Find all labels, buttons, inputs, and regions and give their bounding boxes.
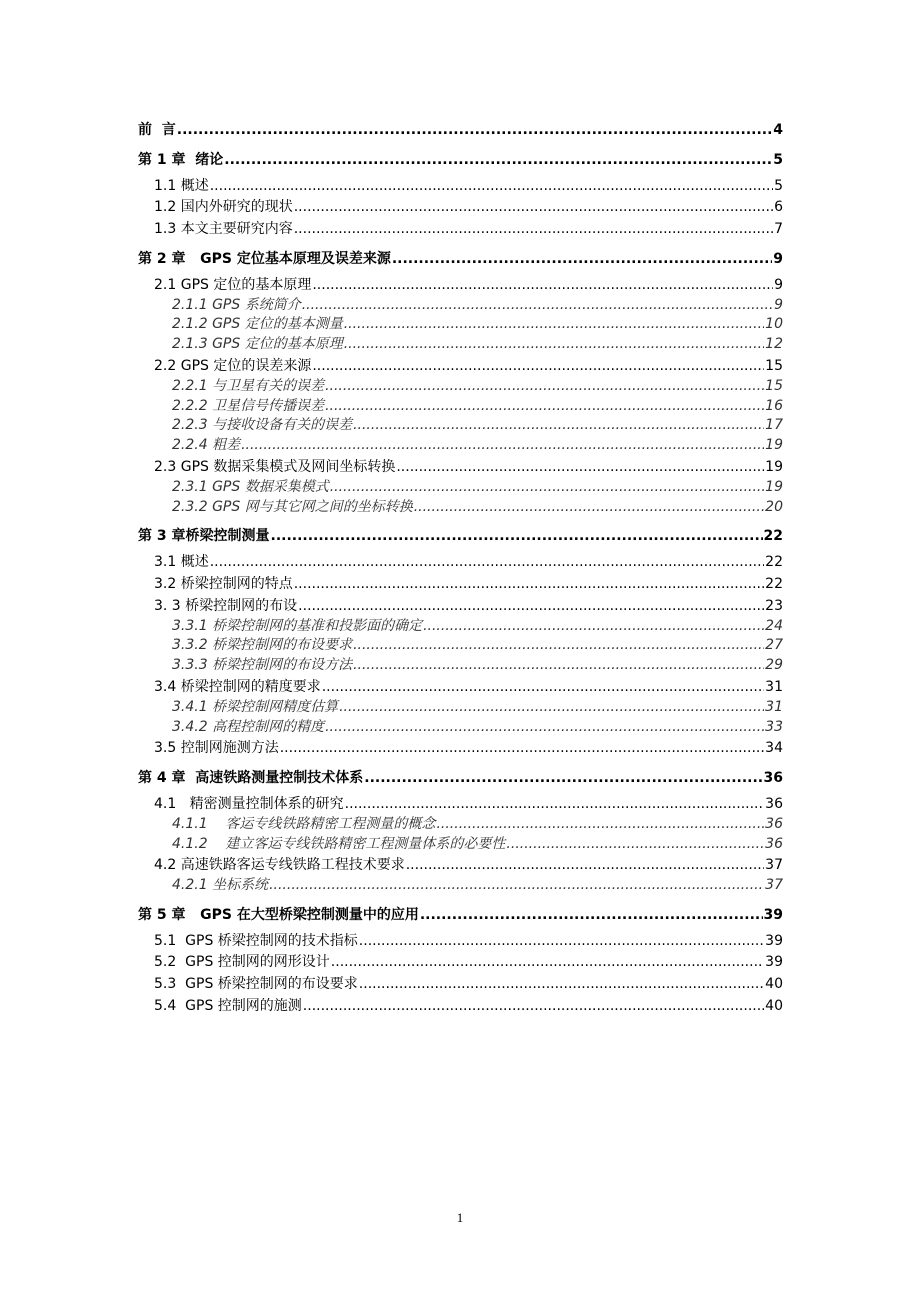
toc-entry-page: 10 (765, 316, 783, 333)
toc-entry-title: 3.4 桥梁控制网的精度要求 (154, 678, 321, 695)
toc-entry-title: 3.4.1 桥梁控制网精度估算 (172, 698, 339, 715)
toc-entry-title: 3.2 桥梁控制网的特点 (154, 575, 293, 592)
toc-entry-level-3[interactable] (138, 877, 783, 894)
toc-entry-page: 5 (773, 151, 783, 168)
toc-entry-level-3[interactable] (138, 637, 783, 654)
toc-entry-level-3[interactable] (138, 336, 783, 353)
toc-entry-page: 6 (774, 199, 783, 216)
toc-entry-title: 3.3.2 桥梁控制网的布设要求 (172, 637, 353, 654)
toc-entry-level-1[interactable] (138, 152, 783, 169)
page-number: 1 (456, 1210, 464, 1225)
toc-entry-level-3[interactable] (138, 316, 783, 333)
toc-entry-title: 2.3.1 GPS 数据采集模式 (172, 478, 329, 495)
toc-dot-leader (353, 657, 764, 674)
toc-entry-level-2[interactable] (138, 277, 783, 294)
toc-entry-level-3[interactable] (138, 657, 783, 674)
toc-dot-leader (506, 836, 764, 853)
toc-dot-leader (345, 796, 765, 813)
toc-dot-leader (353, 417, 764, 434)
toc-entry-page: 39 (763, 906, 783, 923)
toc-entry-page: 40 (765, 976, 783, 993)
toc-dot-leader (302, 297, 773, 314)
toc-dot-leader (436, 816, 764, 833)
toc-entry-page: 36 (763, 770, 783, 787)
toc-entry-page: 5 (774, 177, 783, 194)
toc-entry-level-1[interactable] (138, 251, 783, 268)
toc-dot-leader (339, 699, 764, 716)
toc-entry-page: 15 (765, 377, 783, 394)
toc-dot-leader (269, 877, 764, 894)
toc-entry-level-2[interactable] (138, 796, 783, 813)
toc-dot-leader (322, 679, 764, 696)
toc-entry-level-3[interactable] (138, 699, 783, 716)
toc-entry-title: 2.3 GPS 数据采集模式及网间坐标转换 (154, 458, 396, 475)
toc-entry-title: 5.2 GPS 控制网的网形设计 (154, 954, 330, 971)
toc-entry-level-2[interactable] (138, 740, 783, 757)
toc-dot-leader (294, 221, 773, 238)
toc-entry-level-3[interactable] (138, 437, 783, 454)
toc-entry-page: 31 (765, 698, 783, 715)
toc-dot-leader (294, 199, 773, 216)
toc-entry-level-3[interactable] (138, 499, 783, 516)
toc-entry-page: 19 (765, 478, 783, 495)
toc-entry-page: 33 (765, 718, 783, 735)
toc-dot-leader (177, 122, 773, 139)
toc-entry-title: 2.2.4 粗差 (172, 437, 241, 454)
toc-dot-leader (210, 554, 764, 571)
toc-entry-page: 27 (765, 637, 783, 654)
toc-entry-title: 3.3.1 桥梁控制网的基准和投影面的确定 (172, 617, 423, 634)
toc-entry-level-3[interactable] (138, 719, 783, 736)
toc-entry-page: 22 (765, 575, 783, 592)
toc-dot-leader (303, 998, 764, 1015)
toc-entry-level-2[interactable] (138, 358, 783, 375)
toc-entry-title: 4.1 精密测量控制体系的研究 (154, 795, 344, 812)
toc-entry-page: 37 (765, 857, 783, 874)
toc-entry-title: 3.1 概述 (154, 554, 209, 571)
toc-entry-page: 20 (765, 498, 783, 515)
toc-entry-page: 36 (765, 795, 783, 812)
toc-entry-level-3[interactable] (138, 398, 783, 415)
toc-entry-title: 2.2.1 与卫星有关的误差 (172, 377, 325, 394)
toc-entry-page: 7 (774, 221, 783, 238)
toc-entry-level-2[interactable] (138, 554, 783, 571)
toc-entry-title: 3.4.2 高程控制网的精度 (172, 718, 325, 735)
toc-entry-level-1[interactable] (138, 122, 783, 139)
toc-entry-level-3[interactable] (138, 479, 783, 496)
toc-entry-level-2[interactable] (138, 857, 783, 874)
toc-entry-level-1[interactable] (138, 907, 783, 924)
toc-entry-title: 前 言 (138, 122, 176, 138)
toc-entry-title: 1.2 国内外研究的现状 (154, 199, 293, 216)
toc-dot-leader (420, 907, 763, 924)
toc-entry-level-1[interactable] (138, 528, 783, 545)
toc-entry-title: 4.1.2 建立客运专线铁路精密工程测量体系的必要性 (172, 835, 506, 852)
toc-dot-leader (396, 459, 764, 476)
toc-entry-level-2[interactable] (138, 954, 783, 971)
toc-dot-leader (423, 618, 764, 635)
toc-entry-page: 24 (765, 617, 783, 634)
toc-dot-leader (224, 152, 772, 169)
toc-dot-leader (312, 358, 764, 375)
toc-dot-leader (364, 770, 762, 787)
toc-entry-level-2[interactable] (138, 576, 783, 593)
toc-entry-title: 5.1 GPS 桥梁控制网的技术指标 (154, 932, 358, 949)
toc-entry-title: 第 3 章桥梁控制测量 (138, 528, 270, 545)
toc-entry-level-2[interactable] (138, 459, 783, 476)
toc-entry-page: 36 (765, 815, 783, 832)
toc-dot-leader (312, 277, 773, 294)
toc-entry-page: 39 (765, 932, 783, 949)
toc-entry-page: 9 (773, 250, 783, 267)
toc-dot-leader (298, 598, 764, 615)
toc-dot-leader (280, 740, 764, 757)
toc-dot-leader (392, 251, 772, 268)
toc-entry-page: 22 (763, 528, 783, 545)
toc-entry-page: 4 (773, 122, 783, 138)
toc-entry-level-3[interactable] (138, 417, 783, 434)
toc-entry-title: 2.2.3 与接收设备有关的误差 (172, 417, 353, 434)
toc-entry-title: 第 1 章 绪论 (138, 151, 224, 168)
toc-dot-leader (331, 954, 764, 971)
toc-entry-page: 9 (774, 296, 783, 313)
toc-entry-title: 4.2 高速铁路客运专线铁路工程技术要求 (154, 857, 405, 874)
toc-entry-title: 5.4 GPS 控制网的施测 (154, 998, 302, 1015)
toc-entry-title: 2.2.2 卫星信号传播误差 (172, 397, 325, 414)
toc-entry-title: 4.1.1 客运专线铁路精密工程测量的概念 (172, 815, 436, 832)
toc-entry-title: 4.2.1 坐标系统 (172, 877, 269, 894)
toc-dot-leader (241, 437, 764, 454)
toc-entry-page: 36 (765, 835, 783, 852)
toc-entry-level-2[interactable] (138, 221, 783, 238)
toc-entry-title: 第 5 章 GPS 在大型桥梁控制测量中的应用 (138, 906, 419, 923)
toc-entry-level-2[interactable] (138, 998, 783, 1015)
table-of-contents (138, 122, 783, 1015)
toc-entry-title: 2.1.1 GPS 系统简介 (172, 296, 301, 313)
toc-entry-page: 16 (765, 397, 783, 414)
toc-dot-leader (353, 637, 764, 654)
toc-dot-leader (210, 178, 773, 195)
toc-entry-level-3[interactable] (138, 378, 783, 395)
toc-entry-title: 3.5 控制网施测方法 (154, 740, 279, 757)
toc-entry-level-2[interactable] (138, 199, 783, 216)
toc-entry-level-2[interactable] (138, 976, 783, 993)
toc-dot-leader (325, 378, 764, 395)
toc-entry-page: 15 (765, 357, 783, 374)
toc-entry-page: 19 (765, 458, 783, 475)
toc-entry-title: 5.3 GPS 桥梁控制网的布设要求 (154, 976, 358, 993)
toc-entry-level-2[interactable] (138, 933, 783, 950)
toc-entry-page: 31 (765, 678, 783, 695)
toc-entry-page: 39 (765, 954, 783, 971)
toc-dot-leader (294, 576, 764, 593)
toc-dot-leader (414, 499, 764, 516)
toc-entry-page: 17 (765, 417, 783, 434)
toc-dot-leader (330, 479, 764, 496)
toc-entry-page: 34 (765, 740, 783, 757)
toc-entry-title: 2.1.3 GPS 定位的基本原理 (172, 336, 343, 353)
toc-dot-leader (325, 719, 764, 736)
toc-dot-leader (344, 336, 764, 353)
toc-entry-level-2[interactable] (138, 178, 783, 195)
toc-entry-page: 19 (765, 437, 783, 454)
toc-entry-level-2[interactable] (138, 679, 783, 696)
toc-entry-level-2[interactable] (138, 598, 783, 615)
toc-entry-level-3[interactable] (138, 816, 783, 833)
toc-entry-level-1[interactable] (138, 770, 783, 787)
toc-entry-page: 22 (765, 554, 783, 571)
toc-entry-page: 23 (765, 597, 783, 614)
toc-entry-title: 第 2 章 GPS 定位基本原理及误差来源 (138, 250, 391, 267)
toc-dot-leader (271, 528, 763, 545)
toc-entry-title: 2.3.2 GPS 网与其它网之间的坐标转换 (172, 498, 413, 515)
toc-entry-title: 1.1 概述 (154, 177, 209, 194)
toc-entry-level-3[interactable] (138, 836, 783, 853)
toc-entry-page: 37 (765, 877, 783, 894)
toc-entry-page: 29 (765, 657, 783, 674)
toc-entry-page: 40 (765, 998, 783, 1015)
toc-entry-page: 9 (774, 276, 783, 293)
toc-entry-level-3[interactable] (138, 297, 783, 314)
toc-dot-leader (359, 976, 764, 993)
toc-entry-title: 2.2 GPS 定位的误差来源 (154, 357, 312, 374)
toc-entry-title: 2.1.2 GPS 定位的基本测量 (172, 316, 343, 333)
toc-entry-title: 3.3.3 桥梁控制网的布设方法 (172, 657, 353, 674)
toc-dot-leader (344, 316, 764, 333)
toc-dot-leader (359, 933, 764, 950)
toc-entry-page: 12 (765, 336, 783, 353)
toc-entry-level-3[interactable] (138, 618, 783, 635)
toc-dot-leader (325, 398, 764, 415)
toc-entry-title: 1.3 本文主要研究内容 (154, 221, 293, 238)
toc-entry-title: 2.1 GPS 定位的基本原理 (154, 276, 312, 293)
toc-entry-title: 第 4 章 高速铁路测量控制技术体系 (138, 770, 364, 787)
toc-dot-leader (406, 857, 764, 874)
toc-entry-title: 3. 3 桥梁控制网的布设 (154, 597, 298, 614)
